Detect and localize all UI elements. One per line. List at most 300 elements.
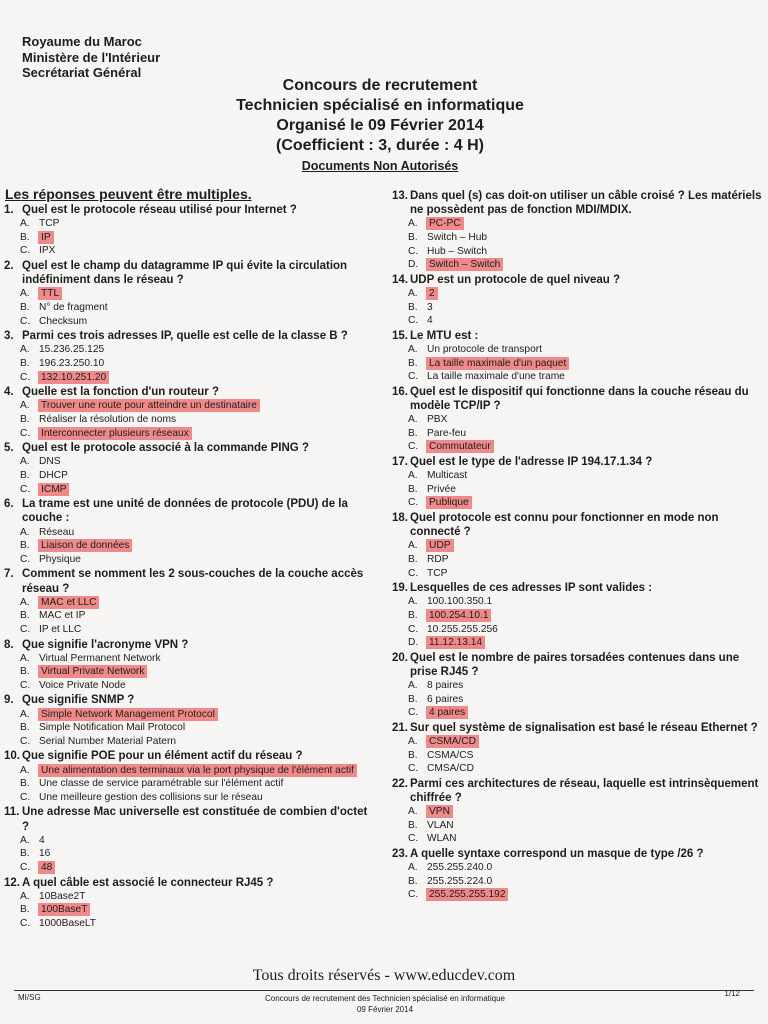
question-item (4, 876, 374, 931)
option-letter: A. (20, 652, 30, 664)
answer-option (392, 301, 762, 315)
title-line-4: (Coefficient : 3, durée : 4 H) (275, 137, 485, 154)
question-number: 20. (392, 651, 408, 664)
option-letter: B. (408, 301, 418, 313)
answer-option (4, 469, 374, 483)
option-text: Switch – Hub (427, 232, 488, 243)
question-heading (392, 721, 762, 735)
footer-divider (14, 990, 754, 991)
question-text: UDP est un protocole de quel niveau ? (410, 273, 621, 286)
option-letter: B. (20, 610, 30, 622)
option-text: 8 paires (427, 680, 464, 692)
highlighted-answer: 100BaseT (41, 904, 88, 916)
answer-option (392, 217, 762, 231)
answer-option (392, 231, 762, 245)
question-item (392, 455, 762, 510)
answer-option (4, 301, 374, 315)
question-number: 7. (4, 568, 14, 581)
question-item (392, 329, 762, 384)
option-text: La taille maximale d'une trame (427, 371, 565, 383)
question-text: Parmi ces architectures de réseau, laquelle est intrinsèquement chiffrée ? (410, 777, 759, 805)
option-letter: C. (20, 245, 31, 257)
highlighted-answer: Trouver une route pour atteindre un destinataire (41, 400, 257, 412)
question-item (392, 511, 762, 580)
answer-option (4, 526, 374, 540)
option-letter: B. (408, 357, 418, 369)
option-text: IP et LLC (39, 623, 82, 635)
question-item (4, 805, 374, 874)
highlighted-answer: ICMP (41, 483, 67, 495)
documents-notice: Documents Non Autorisés (301, 159, 459, 173)
right-question-column (392, 189, 762, 903)
option-letter: A. (408, 343, 418, 355)
question-number: 8. (4, 638, 14, 651)
answer-option (4, 357, 374, 371)
question-heading (4, 497, 374, 525)
option-letter: B. (408, 427, 418, 439)
option-letter: A. (20, 218, 30, 230)
option-text: RDP (427, 553, 449, 565)
option-letter: A. (20, 400, 30, 412)
answer-option (392, 861, 762, 875)
answer-option (392, 888, 762, 902)
option-letter: B. (20, 540, 30, 552)
question-text: Comment se nomment les 2 sous-couches de la couche accès réseau ? (22, 568, 364, 595)
question-number: 4. (4, 386, 14, 399)
option-letter: B. (408, 749, 418, 761)
question-text: Que signifie POE pour un élément actif du réseau ? (22, 750, 303, 763)
question-heading (4, 203, 374, 217)
answer-option (4, 539, 374, 553)
answer-option (392, 370, 762, 384)
question-item (4, 638, 374, 693)
highlighted-answer: Switch – Switch (429, 259, 501, 271)
option-letter: A. (408, 414, 418, 426)
answer-option (4, 217, 374, 231)
answer-option (392, 539, 762, 553)
question-item (392, 847, 762, 902)
question-text: Que signifie l'acronyme VPN ? (22, 638, 189, 651)
option-letter: A. (20, 596, 30, 608)
question-number: 3. (4, 330, 14, 343)
option-text: PBX (427, 414, 448, 426)
answer-option (4, 834, 374, 848)
highlighted-answer: IP (41, 231, 51, 243)
option-text: TCP (427, 567, 448, 579)
question-text: A quel câble est associé le connecteur RJ45 ? (22, 876, 274, 889)
question-text: Parmi ces trois adresses IP, quelle est celle de la classe B ? (22, 330, 348, 343)
option-letter: B. (408, 232, 418, 243)
question-number: 5. (4, 442, 14, 455)
answer-option (392, 258, 762, 272)
option-text: Serial Number Material Patern (39, 735, 177, 747)
option-letter: C. (408, 567, 419, 579)
option-letter: B. (20, 722, 30, 734)
option-letter: C. (408, 371, 419, 383)
answer-option (392, 735, 762, 749)
option-letter: C. (408, 889, 419, 901)
highlighted-answer: 2 (429, 287, 435, 299)
option-text: Une classe de service paramétrable sur l'élément actif (39, 778, 284, 790)
highlighted-answer: La taille maximale d'un paquet (429, 357, 567, 369)
answer-option (4, 231, 374, 245)
question-number: 14. (392, 273, 408, 286)
option-text: N° de fragment (39, 301, 108, 313)
answer-option (4, 553, 374, 567)
option-text: WLAN (427, 833, 457, 845)
question-item (392, 189, 762, 272)
option-text: 10.255.255.256 (427, 623, 498, 635)
left-question-column (4, 203, 374, 932)
option-letter: C. (20, 427, 31, 439)
answer-option (4, 371, 374, 385)
option-text: Checksum (39, 315, 88, 327)
option-letter: A. (20, 834, 30, 846)
question-heading (4, 805, 374, 833)
answer-option (392, 496, 762, 510)
question-text: Une adresse Mac universelle est constituée de combien d'octet ? (22, 806, 368, 833)
option-letter: A. (408, 218, 418, 230)
option-letter: A. (20, 456, 30, 468)
question-item (4, 441, 374, 496)
answer-option (392, 595, 762, 609)
answer-option (4, 777, 374, 791)
answer-option (392, 469, 762, 483)
option-letter: B. (20, 778, 30, 790)
copyright-notice: Tous droits réservés - www.educdev.com (252, 967, 516, 984)
option-letter: B. (20, 666, 30, 678)
option-text: 196.23.250.10 (39, 357, 105, 369)
highlighted-answer: PC-PC (429, 218, 461, 230)
option-letter: A. (408, 862, 418, 874)
answer-option (4, 890, 374, 904)
highlighted-answer: CSMA/CD (429, 736, 476, 748)
question-heading (392, 189, 762, 217)
question-text: Quel est le nombre de paires torsadées contenues dans une prise RJ45 ? (410, 651, 740, 678)
question-number: 10. (4, 750, 20, 763)
option-text: 255.255.224.0 (427, 875, 493, 887)
question-number: 18. (392, 511, 408, 524)
answer-option (392, 636, 762, 650)
title-line-1: Concours de recrutement (282, 77, 478, 94)
answer-option (392, 553, 762, 567)
answer-option (4, 791, 374, 805)
question-number: 11. (4, 806, 20, 819)
question-text: Quel protocole est connu pour fonctionner en mode non connecté ? (410, 511, 719, 539)
answer-option (392, 343, 762, 357)
option-text: 3 (427, 301, 433, 313)
answer-option (4, 903, 374, 917)
answer-option (392, 832, 762, 846)
highlighted-answer: 48 (41, 862, 53, 874)
option-text: Voice Private Node (39, 679, 126, 691)
option-letter: A. (408, 470, 418, 482)
option-letter: C. (20, 483, 31, 495)
option-letter: B. (20, 469, 30, 481)
exam-title (200, 76, 560, 174)
option-letter: C. (408, 245, 419, 257)
option-letter: B. (20, 848, 30, 860)
question-item (392, 385, 762, 454)
question-number: 12. (4, 876, 20, 889)
question-number: 23. (392, 848, 408, 861)
option-letter: C. (408, 833, 419, 845)
option-letter: C. (408, 623, 419, 635)
question-item (392, 721, 762, 776)
answer-option (392, 623, 762, 637)
question-item (392, 273, 762, 328)
answer-option (392, 245, 762, 259)
question-number: 19. (392, 582, 408, 595)
highlighted-answer: Simple Network Management Protocol (41, 708, 215, 720)
option-letter: B. (408, 819, 418, 831)
option-text: IPX (39, 245, 56, 257)
question-number: 16. (392, 385, 408, 398)
option-letter: B. (20, 231, 30, 243)
option-text: 4 (39, 834, 45, 846)
option-letter: D. (408, 637, 419, 649)
option-letter: A. (408, 736, 418, 748)
answer-option (4, 287, 374, 301)
option-text: Virtual Permanent Network (39, 652, 161, 664)
option-letter: C. (20, 791, 31, 803)
question-heading (392, 385, 762, 413)
highlighted-answer: 255.255.255.192 (429, 889, 506, 901)
answer-option (4, 652, 374, 666)
option-text: 15.236.25.125 (39, 344, 105, 356)
highlighted-answer: Publique (429, 497, 469, 509)
answer-option (4, 735, 374, 749)
organization-header (22, 34, 160, 81)
option-text: CMSA/CD (427, 763, 474, 775)
answer-option (392, 427, 762, 441)
answer-option (392, 287, 762, 301)
question-text: Lesquelles de ces adresses IP sont valides : (410, 582, 653, 595)
option-text: Simple Notification Mail Protocol (39, 722, 186, 734)
highlighted-answer: 100.254.10.1 (429, 609, 489, 621)
answer-option (392, 706, 762, 720)
question-number: 6. (4, 498, 14, 511)
question-item (4, 329, 374, 384)
option-letter: C. (20, 862, 31, 874)
option-letter: C. (20, 918, 31, 930)
option-text: 255.255.240.0 (427, 862, 493, 874)
answer-option (4, 455, 374, 469)
question-text: Quel est le dispositif qui fonctionne dans la couche réseau du modèle TCP/IP ? (410, 385, 749, 412)
answer-option (4, 764, 374, 778)
question-heading (4, 329, 374, 343)
question-text: A quelle syntaxe correspond un masque de type /26 ? (410, 848, 704, 861)
option-letter: C. (20, 371, 31, 383)
answer-option (4, 399, 374, 413)
option-letter: C. (408, 441, 419, 453)
answer-option (392, 314, 762, 328)
option-text: Physique (39, 553, 81, 565)
highlighted-answer: Liaison de données (41, 540, 130, 552)
highlighted-answer: Interconnecter plusieurs réseaux (41, 427, 189, 439)
option-letter: A. (20, 890, 30, 902)
option-letter: C. (408, 763, 419, 775)
question-text: Que signifie SNMP ? (22, 694, 135, 707)
question-number: 9. (4, 694, 14, 707)
answer-option (4, 609, 374, 623)
answer-option (4, 721, 374, 735)
highlighted-answer: UDP (429, 540, 451, 552)
option-letter: B. (408, 693, 418, 705)
page-number: 1/12 (724, 989, 740, 998)
question-number: 21. (392, 721, 408, 734)
highlighted-answer: 4 paires (429, 707, 466, 719)
question-heading (4, 259, 374, 287)
option-text: VLAN (427, 819, 454, 831)
question-number: 1. (4, 204, 14, 216)
question-text: Quel est le protocole réseau utilisé pour Internet ? (22, 204, 297, 216)
option-letter: B. (20, 357, 30, 369)
option-text: CSMA/CS (427, 749, 474, 761)
answer-option (4, 917, 374, 931)
answer-option (392, 679, 762, 693)
option-letter: C. (408, 315, 419, 327)
highlighted-answer: Une alimentation des terminaux via le port physique de l'élément actif (41, 764, 354, 776)
question-heading (392, 329, 762, 343)
answer-option (4, 623, 374, 637)
highlighted-answer: 11.12.13.14 (429, 637, 483, 649)
option-letter: A. (408, 596, 418, 608)
question-text: Le MTU est : (410, 329, 479, 342)
option-letter: C. (20, 735, 31, 747)
question-text: Quelle est la fonction d'un routeur ? (22, 386, 219, 399)
question-item (392, 777, 762, 846)
option-text: 6 paires (427, 693, 464, 705)
question-heading (4, 876, 374, 890)
question-number: 22. (392, 777, 408, 790)
question-text: Quel est le type de l'adresse IP 194.17.1.34 ? (410, 455, 653, 468)
footer-caption-line-2: 09 Février 2014 (356, 1005, 414, 1014)
option-letter: D. (408, 259, 419, 271)
question-item (392, 581, 762, 650)
option-letter: B. (408, 609, 418, 621)
title-line-2: Technicien spécialisé en informatique (236, 97, 524, 114)
option-text: Un protocole de transport (427, 343, 542, 355)
answer-option (392, 357, 762, 371)
org-line-secretariat: Secrétariat Général (22, 65, 142, 80)
answer-option (4, 343, 374, 357)
answer-option (4, 665, 374, 679)
question-text: Quel est le champ du datagramme IP qui évite la circulation indéfiniment dans le réseau ? (22, 259, 348, 287)
question-number: 13. (392, 190, 408, 202)
answer-option (4, 244, 374, 258)
org-line-ministry: Ministère de l'Intérieur (22, 49, 161, 65)
org-line-kingdom: Royaume du Maroc (22, 34, 142, 49)
option-letter: A. (408, 806, 418, 818)
question-item (4, 385, 374, 440)
title-line-3: Organisé le 09 Février 2014 (276, 117, 484, 134)
question-heading (4, 385, 374, 399)
question-heading (4, 749, 374, 763)
option-letter: A. (408, 680, 418, 692)
answer-option (392, 875, 762, 889)
option-letter: A. (408, 287, 418, 299)
option-text: 1000BaseLT (39, 918, 97, 930)
question-item (392, 651, 762, 720)
answer-option (392, 440, 762, 454)
question-heading (4, 693, 374, 707)
highlighted-answer: Virtual Private Network (41, 666, 145, 678)
option-text: Multicast (427, 470, 468, 482)
option-text: 4 (427, 315, 433, 327)
option-letter: C. (408, 707, 419, 719)
instructions: Les réponses peuvent être multiples. (5, 186, 252, 202)
question-item (4, 749, 374, 804)
option-text: 10Base2T (39, 890, 86, 902)
answer-option (4, 847, 374, 861)
question-number: 17. (392, 455, 408, 468)
option-text: 16 (39, 848, 51, 860)
answer-option (392, 693, 762, 707)
footer-caption-line-1: Concours de recrutement des Technicien spécialisé en informatique (265, 994, 505, 1003)
answer-option (392, 749, 762, 763)
answer-option (4, 861, 374, 875)
highlighted-answer: Commutateur (429, 441, 491, 453)
question-item (4, 497, 374, 566)
option-letter: A. (20, 344, 30, 356)
option-letter: C. (20, 315, 31, 327)
option-text: MAC et IP (39, 610, 86, 622)
option-letter: C. (20, 553, 31, 565)
question-text: La trame est une unité de données de protocole (PDU) de la couche : (22, 498, 348, 525)
option-text: Hub – Switch (427, 245, 488, 257)
question-text: Quel est le protocole associé à la commande PING ? (22, 442, 309, 455)
question-heading (392, 455, 762, 469)
answer-option (4, 427, 374, 441)
answer-option (4, 483, 374, 497)
option-text: DHCP (39, 469, 68, 481)
question-heading (392, 581, 762, 595)
option-letter: A. (408, 540, 418, 552)
option-letter: B. (408, 553, 418, 565)
option-letter: B. (20, 413, 30, 425)
question-number: 15. (392, 329, 408, 342)
footer-ref: MI/SG (18, 993, 41, 1002)
answer-option (4, 413, 374, 427)
answer-option (4, 596, 374, 610)
question-heading (392, 651, 762, 679)
answer-option (392, 805, 762, 819)
footer-caption (150, 993, 620, 1015)
option-text: Réaliser la résolution de noms (39, 413, 177, 425)
option-letter: A. (20, 764, 30, 776)
answer-option (4, 315, 374, 329)
option-letter: B. (20, 301, 30, 313)
answer-option (392, 567, 762, 581)
question-item (4, 567, 374, 636)
option-text: Une meilleure gestion des collisions sur le réseau (39, 791, 263, 803)
option-letter: B. (408, 483, 418, 495)
answer-option (392, 819, 762, 833)
option-letter: A. (20, 708, 30, 720)
question-heading (392, 777, 762, 805)
question-text: Dans quel (s) cas doit-on utiliser un câble croisé ? Les matériels ne possèdent pas de fonction MDI/MDIX. (410, 190, 762, 217)
option-letter: C. (408, 497, 419, 509)
answer-option (392, 413, 762, 427)
option-text: 100.100.350.1 (427, 596, 493, 608)
option-letter: C. (20, 623, 31, 635)
question-item (4, 203, 374, 258)
question-heading (392, 273, 762, 287)
question-heading (4, 441, 374, 455)
question-heading (4, 567, 374, 595)
question-heading (392, 511, 762, 539)
